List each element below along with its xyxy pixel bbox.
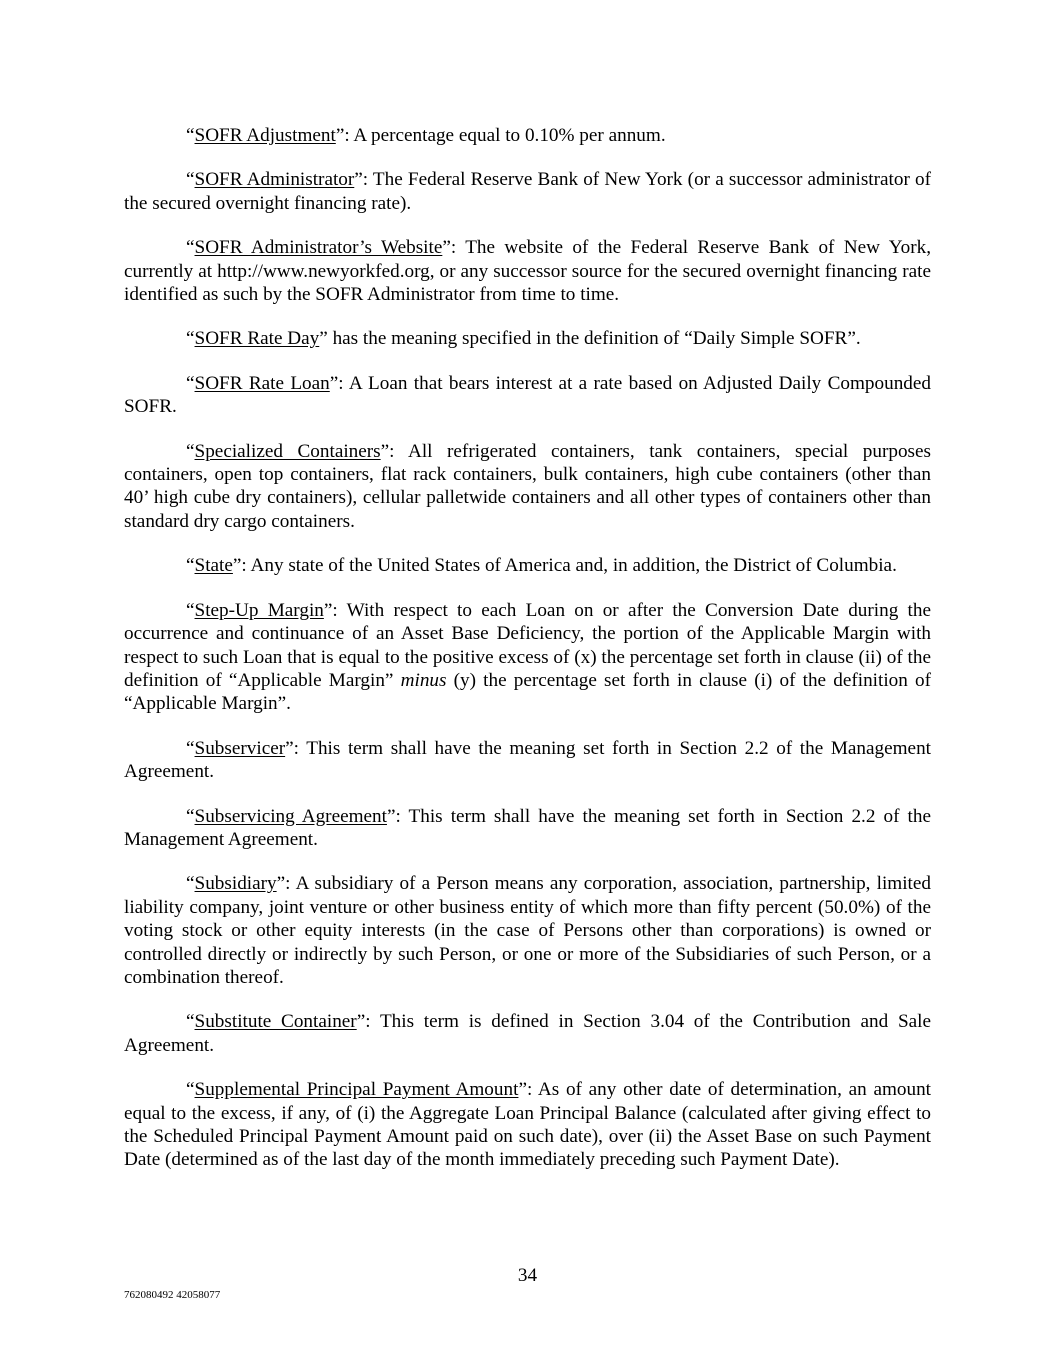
defined-term: SOFR Administrator xyxy=(194,169,355,191)
open-quote: “ xyxy=(186,599,195,621)
definition-text: ”: As of any other date of determination, an amount equal to the excess, if any, of (i) the Aggregate Loan Principal Balance (calculated after giving effect to the Scheduled Principal Payment Amount paid on such date), over (ii) the Asset Base on such Payment Date (determined as of the last day of the month immediately preceding such Payment Date). xyxy=(124,1079,931,1171)
defined-term: Step-Up Margin xyxy=(194,599,324,621)
open-quote: “ xyxy=(186,125,195,146)
definition-text: ” has the meaning specified in the definition of “Daily Simple SOFR”. xyxy=(319,328,861,350)
open-quote: “ xyxy=(186,555,195,577)
document-body xyxy=(124,124,931,1193)
definition-text: ”: The Federal Reserve Bank of New York (or a successor administrator of the secured overnight financing rate). xyxy=(124,169,931,214)
open-quote: “ xyxy=(186,237,195,259)
definition-subservicer xyxy=(124,737,931,784)
definition-sofr-adjustment xyxy=(124,124,931,147)
definition-specialized-containers xyxy=(124,440,931,534)
defined-term: SOFR Adjustment xyxy=(194,125,336,146)
defined-term: Subservicing Agreement xyxy=(194,805,387,827)
defined-term: SOFR Rate Loan xyxy=(194,372,330,394)
definition-sofr-rate-day xyxy=(124,327,931,350)
definition-text: ”: A Loan that bears interest at a rate based on Adjusted Daily Compounded SOFR. xyxy=(124,372,931,418)
definition-state xyxy=(124,554,931,577)
definition-text: ”: The website of the Federal Reserve Bank of New York, currently at http://www.newyorkfed.org, or any successor source for the secured overnight financing rate identified as such by the SOFR Administrator from time to time. xyxy=(124,237,931,306)
definition-text: ”: With respect to each Loan on or after the Conversion Date during the occurrence and continuance of an Asset Base Deficiency, the portion of the Applicable Margin with respect to such Loan that is equal to the positive excess of (x) the percentage set forth in clause (ii) of the definition of “Applicable Margin” xyxy=(124,599,931,691)
definition-text: ”: Any state of the United States of America and, in addition, the District of Columbia. xyxy=(232,555,897,577)
defined-term: Specialized Containers xyxy=(194,440,381,462)
definition-text: ”: This term shall have the meaning set forth in Section 2.2 of the Management Agreement. xyxy=(124,805,931,850)
open-quote: “ xyxy=(186,1011,195,1033)
definition-step-up-margin xyxy=(124,599,931,716)
definition-text: ”: A percentage equal to 0.10% per annum. xyxy=(335,125,666,146)
open-quote: “ xyxy=(186,372,195,394)
definition-sofr-administrators-website xyxy=(124,236,931,306)
defined-term: Subsidiary xyxy=(194,873,277,895)
open-quote: “ xyxy=(186,440,195,462)
open-quote: “ xyxy=(186,328,195,350)
defined-term: SOFR Rate Day xyxy=(194,328,320,350)
definition-subservicing-agreement xyxy=(124,805,931,852)
document-id: 762080492 42058077 xyxy=(124,1289,221,1301)
open-quote: “ xyxy=(186,873,195,895)
definition-sofr-administrator xyxy=(124,168,931,215)
page-number: 34 xyxy=(517,1265,538,1286)
definition-text: ”: This term is defined in Section 3.04 of the Contribution and Sale Agreement. xyxy=(124,1011,931,1056)
definition-text: ”: All refrigerated containers, tank containers, special purposes containers, open top containers, flat rack containers, bulk containers, high cube containers (other than 40’ high cube dry containers), cellular palletwide containers and all other types of containers other than standard dry cargo containers. xyxy=(124,440,931,532)
defined-term: Supplemental Principal Payment Amount xyxy=(194,1079,519,1101)
defined-term: Subservicer xyxy=(194,737,286,759)
definition-text: ”: A subsidiary of a Person means any corporation, association, partnership, limited liability company, joint venture or other business entity of which more than fifty percent (50.0%) of the voting stock or other equity interests (in the case of Persons other than corporations) is owned or controlled directly or indirectly by such Person, or one or more of the Subsidiaries of such Person, or a combination thereof. xyxy=(124,873,931,988)
defined-term: Substitute Container xyxy=(194,1011,357,1033)
definition-supplemental-principal-payment-amount xyxy=(124,1078,931,1172)
definition-sofr-rate-loan xyxy=(124,372,931,419)
open-quote: “ xyxy=(186,805,195,827)
open-quote: “ xyxy=(186,737,195,759)
definition-substitute-container xyxy=(124,1010,931,1057)
italic-word: minus xyxy=(400,669,447,691)
open-quote: “ xyxy=(186,169,195,191)
definition-text: ”: This term shall have the meaning set forth in Section 2.2 of the Management Agreement. xyxy=(124,737,931,783)
defined-term: State xyxy=(194,555,233,577)
definition-subsidiary xyxy=(124,872,931,989)
definition-text-tail: (y) the percentage set forth in clause (i) of the definition of “Applicable Margin”. xyxy=(124,669,931,715)
defined-term: SOFR Administrator’s Website xyxy=(194,237,443,259)
open-quote: “ xyxy=(186,1079,195,1101)
